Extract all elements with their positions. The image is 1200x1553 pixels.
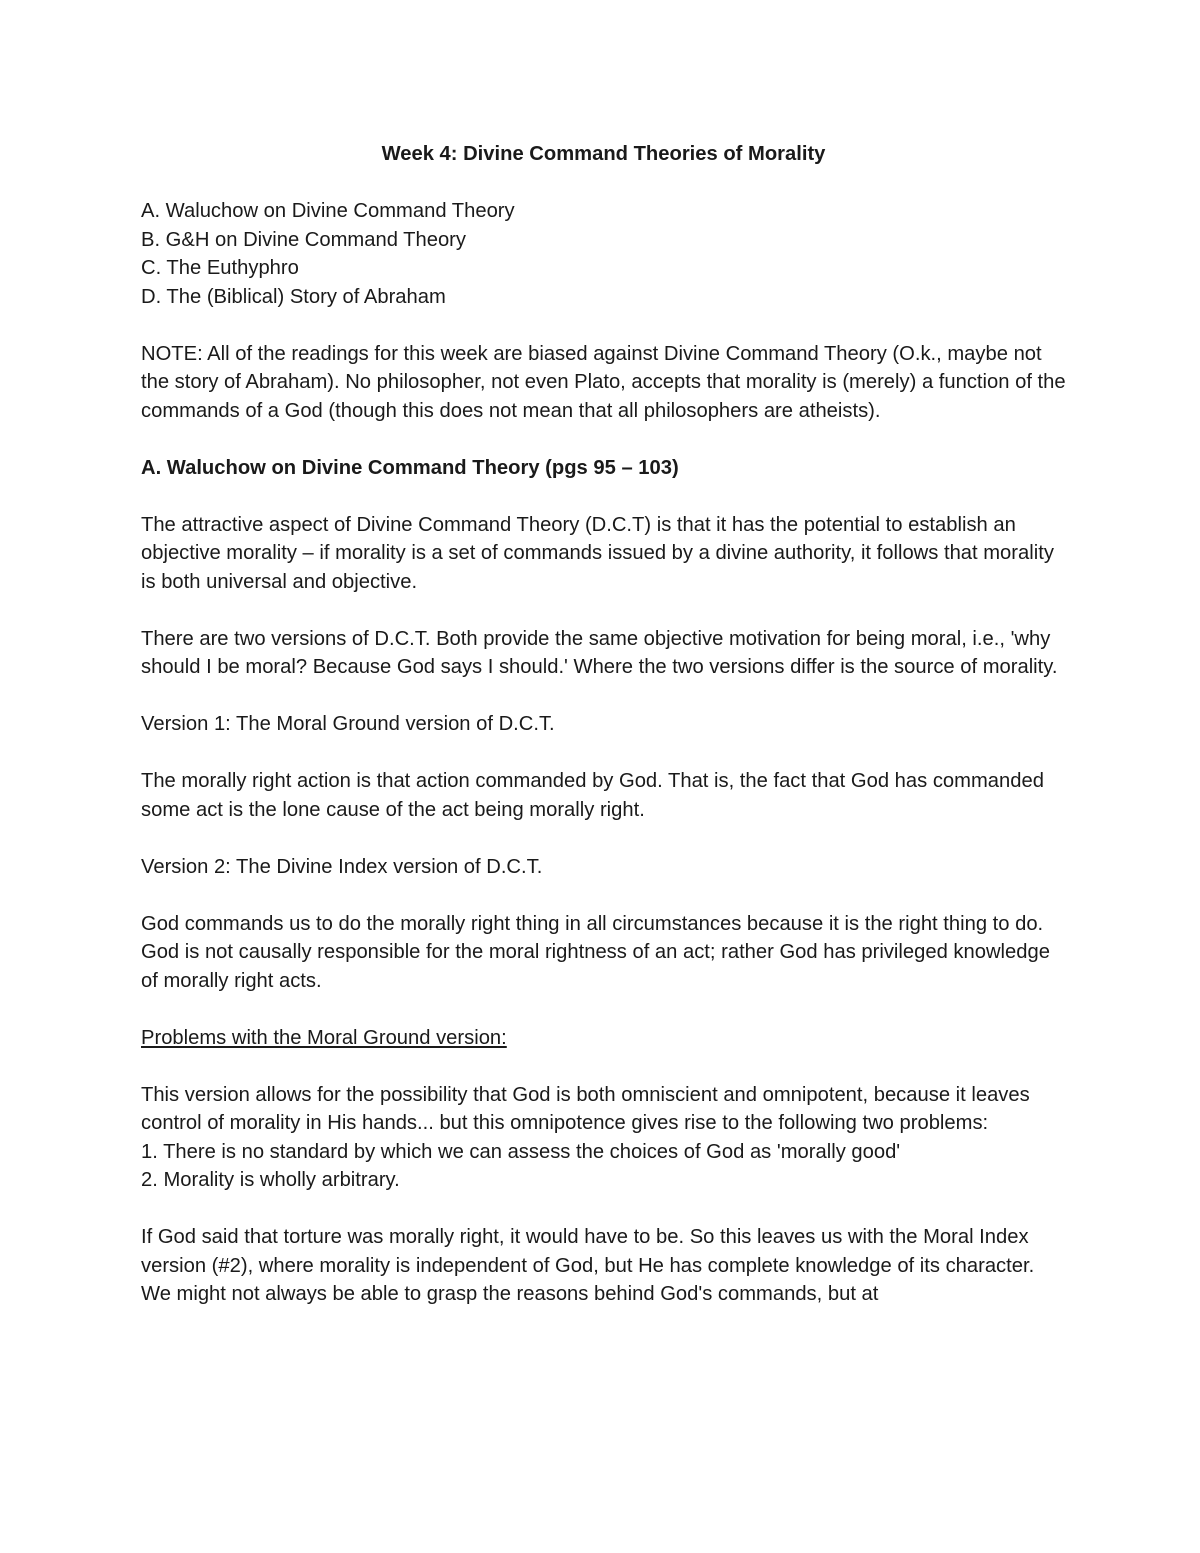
torture-paragraph: If God said that torture was morally right, it would have to be. So this leaves us with the Moral Index version (#2), where morality is independent of God, but He has complete knowledge of its character. We might not always be able to grasp the reasons behind God's commands, but at (141, 1226, 1035, 1305)
problem-item-1: 1. There is no standard by which we can assess the choices of God as 'morally good' (141, 1140, 901, 1163)
version-1-label: Version 1: The Moral Ground version of D.C.T. (141, 713, 555, 735)
problems-heading: Problems with the Moral Ground version: (141, 1026, 507, 1049)
outline-list (141, 197, 1066, 311)
problem-item-2: 2. Morality is wholly arbitrary. (141, 1169, 400, 1191)
attractive-aspect-paragraph: The attractive aspect of Divine Command Theory (D.C.T) is that it has the potential to establish an objective morality – if morality is a set of commands issued by a divine authority, it follows that morality is both universal and objective. (141, 513, 1054, 593)
version-2-text: God commands us to do the morally right thing in all circumstances because it is the right thing to do. God is not causally responsible for the moral rightness of an act; rather God has privileged knowledge of morally right acts. (141, 912, 1050, 992)
document-page (141, 140, 1066, 1309)
outline-item-c: C. The Euthyphro (141, 257, 299, 279)
outline-item-d: D. The (Biblical) Story of Abraham (141, 285, 446, 308)
note-paragraph: NOTE: All of the readings for this week are biased against Divine Command Theory (O.k., maybe not the story of Abraham). No philosopher, not even Plato, accepts that morality is (merely) a function of the commands of a God (though this does not mean that all philosophers are atheists). (141, 342, 1066, 422)
section-a-heading: A. Waluchow on Divine Command Theory (pgs 95 – 103) (141, 456, 679, 479)
version-2-label: Version 2: The Divine Index version of D.C.T. (141, 855, 543, 878)
outline-item-a: A. Waluchow on Divine Command Theory (141, 200, 515, 222)
two-versions-paragraph: There are two versions of D.C.T. Both provide the same objective motivation for being moral, i.e., 'why should I be moral? Because God says I should.' Where the two versions differ is the source of morality. (141, 627, 1058, 678)
version-1-text: The morally right action is that action commanded by God. That is, the fact that God has commanded some act is the lone cause of the act being morally right. (141, 770, 1044, 821)
document-title: Week 4: Divine Command Theories of Morality (381, 143, 826, 165)
outline-item-b: B. G&H on Divine Command Theory (141, 228, 467, 251)
problems-intro-paragraph: This version allows for the possibility that God is both omniscient and omnipotent, because it leaves control of morality in His hands... but this omnipotence gives rise to the following two problems: (141, 1083, 1030, 1134)
